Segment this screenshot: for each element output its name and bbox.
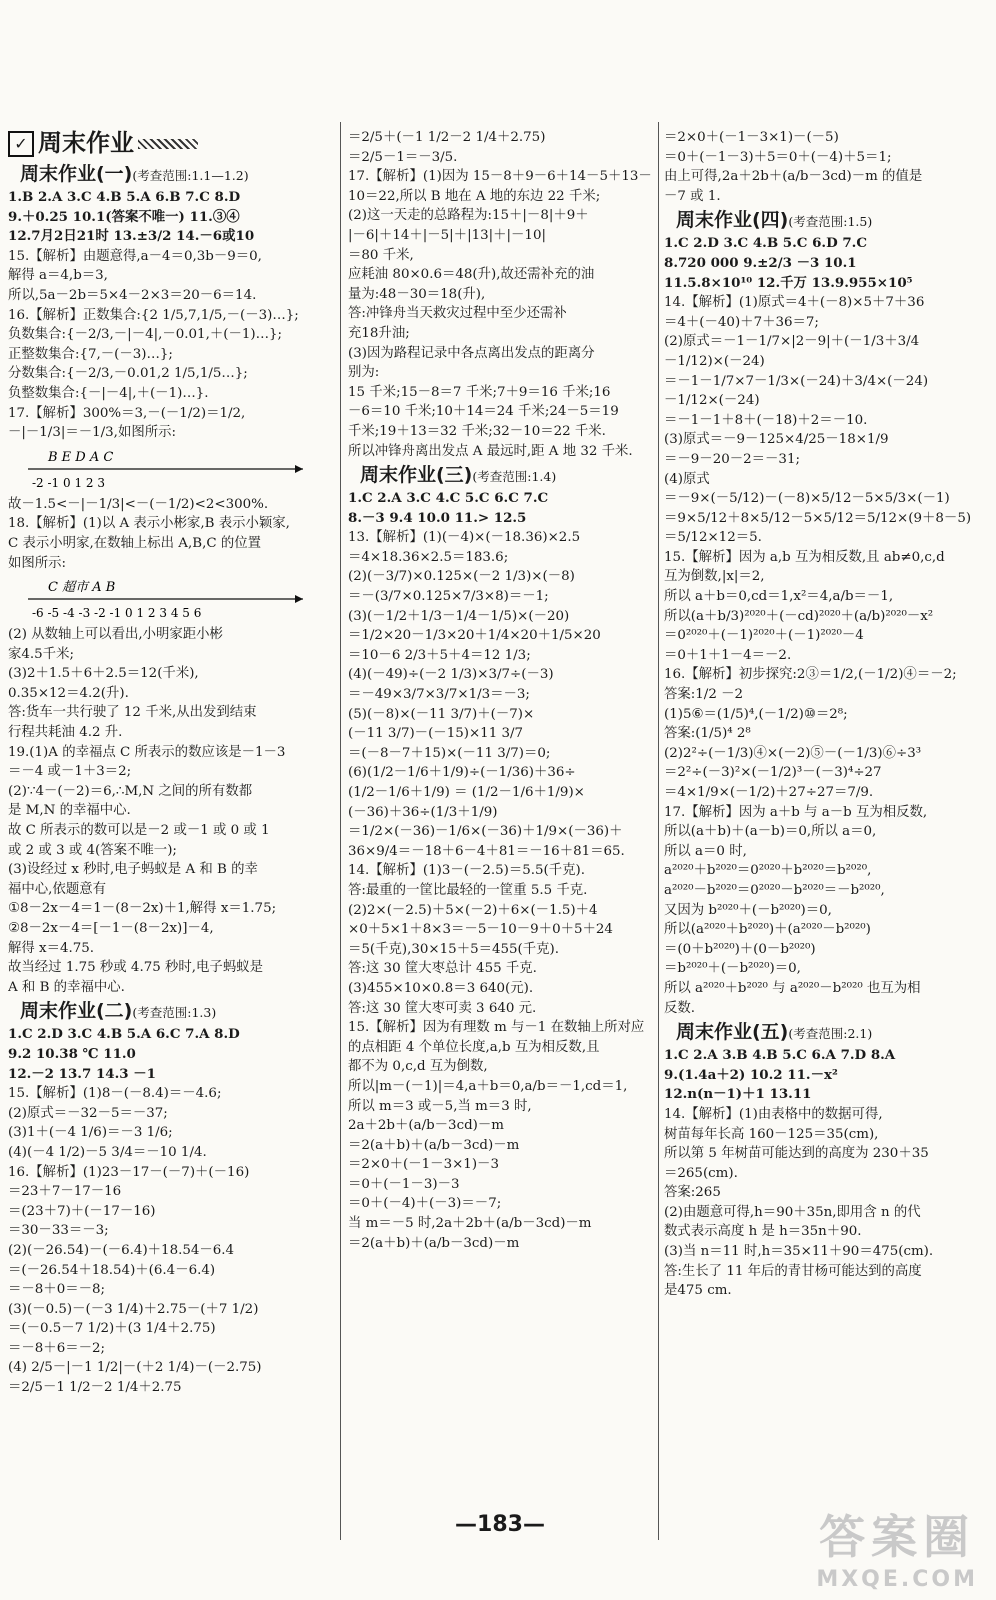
solution-line: 故当经过 1.75 秒或 4.75 秒时,电子蚂蚁是: [8, 960, 263, 976]
solution-line: (3)1＋(－4 1/6)＝－3 1/6;: [8, 1125, 173, 1141]
answer-key-line: 11.5.8×10¹⁰ 12.千万 13.9.955×10⁵: [664, 274, 913, 291]
solution-line: (2) 从数轴上可以看出,小明家距小彬: [8, 627, 223, 643]
solution-line: 答:这 30 筐大枣总计 455 千克.: [348, 961, 537, 977]
solution-line: ＝5/12×12＝5.: [664, 530, 762, 546]
solution-line: 15.【解析】因为有理数 m 与－1 在数轴上所对应: [348, 1020, 645, 1036]
number-line-ticks: -2 -1 0 1 2 3: [32, 475, 105, 490]
arrow-icon: [295, 595, 303, 603]
solution-line: (4)原式: [664, 471, 710, 487]
solution-line: 是475 cm.: [664, 1283, 732, 1299]
section-title: 周末作业(四): [676, 209, 789, 232]
column-middle: [348, 128, 656, 1253]
solution-line: ＝4×1/9×(－1/2)＋27÷27＝7/9.: [664, 785, 874, 800]
number-line-labels: B E D A C: [48, 449, 114, 465]
answer-key-line: 1.C 2.D 3.C 4.B 5.C 6.D 7.C: [664, 235, 867, 252]
solution-line: A 和 B 的幸福中心.: [8, 979, 125, 995]
solution-line: ＝4＋(－40)＋7＋36＝7;: [664, 314, 819, 330]
solution-line: 14.【解析】(1)由表格中的数据可得,: [664, 1106, 883, 1122]
solution-line: ＝30－33＝－3;: [8, 1223, 109, 1239]
solution-line: 千米;19＋13＝32 千米;32－10＝22 千米.: [348, 423, 606, 439]
solution-line: ＝1/2×20－1/3×20＋1/4×20＋1/5×20: [348, 628, 601, 644]
solution-line: ＝(－8－7＋15)×(－11 3/7)＝0;: [348, 745, 551, 761]
solution-line: 17.【解析】(1)因为 15－8＋9－6＋14－5＋13－: [348, 169, 652, 185]
section-range: (考查范围:1.1—1.2): [132, 168, 249, 183]
solution-line: 0.35×12＝4.2(升).: [8, 685, 129, 701]
solution-line: 应耗油 80×0.6＝48(升),故还需补充的油: [348, 267, 595, 283]
section-range: (考查范围:1.5): [788, 214, 873, 230]
answer-key-line: 1.C 2.D 3.C 4.B 5.A 6.C 7.A 8.D: [8, 1026, 240, 1043]
solution-line: 15.【解析】由题意得,a－4＝0,3b－9＝0,: [8, 248, 262, 264]
solution-line: 负数集合:{－2/3,－|－4|,－0.01,＋(－1)…};: [8, 327, 283, 343]
solution-line: 树苗每年长高 160－125＝35(cm),: [664, 1126, 879, 1142]
solution-line: (2)∵4－(－2)＝6,∴M,N 之间的所有数都: [8, 783, 253, 799]
solution-line: 答:冲锋舟当天救灾过程中至少还需补: [348, 306, 567, 322]
solution-line: ＝－(3/7×0.125×7/3×8)＝－1;: [348, 589, 549, 605]
solution-line: a²⁰²⁰－b²⁰²⁰＝0²⁰²⁰－b²⁰²⁰＝－b²⁰²⁰,: [664, 882, 885, 898]
solution-line: (4)(－49)÷(－2 1/3)×3/7÷(－3): [348, 667, 554, 683]
solution-line: －|－1/3|＝－1/3,如图所示:: [8, 425, 177, 441]
solution-line: 数式表示高度 h 是 h＝35n＋90.: [664, 1224, 862, 1240]
solution-line: 或 2 或 3 或 4(答案不唯一);: [8, 842, 177, 858]
answer-key-line: 8.－3 9.4 10.0 11.> 12.5: [348, 509, 527, 526]
answer-key-line: 12.n(n－1)＋1 13.11: [664, 1086, 812, 1103]
section-heading: [664, 1020, 990, 1046]
solution-line: 家4.5千米;: [8, 646, 74, 662]
solution-line: C 表示小明家,在数轴上标出 A,B,C 的位置: [8, 535, 262, 551]
solution-line: 14.【解析】(1)3－(－2.5)＝5.5(千克).: [348, 863, 586, 879]
solution-line: 所以(a²⁰²⁰＋b²⁰²⁰)＋(a²⁰²⁰－b²⁰²⁰): [664, 922, 871, 938]
solution-line: 量为:48－30＝18(升),: [348, 286, 486, 302]
solution-line: (1/2－1/6＋1/9) ＝ (1/2－1/6＋1/9)×: [348, 785, 585, 800]
solution-line: (2)(－3/7)×0.125×(－2 1/3)×(－8): [348, 569, 575, 585]
solution-line: 故 C 所表示的数可以是－2 或－1 或 0 或 1: [8, 823, 270, 839]
solution-line: 18.【解析】(1)以 A 表示小彬家,B 表示小颖家,: [8, 516, 290, 532]
solution-line: 负整数集合:{－|－4|,＋(－1)…}.: [8, 385, 209, 401]
solution-line: 所以 m＝3 或－5,当 m＝3 时,: [348, 1098, 532, 1114]
solution-line: (3)因为路程记录中各点离出发点的距离分: [348, 345, 595, 361]
solution-line: ＝23＋7－17－16: [8, 1184, 122, 1200]
solution-line: －1/12)×(－24): [664, 353, 765, 369]
solution-line: 分数集合:{－2/3,－0.01,2 1/5,1/5…};: [8, 366, 248, 382]
solution-line: 所以 a²⁰²⁰＋b²⁰²⁰ 与 a²⁰²⁰－b²⁰²⁰ 也互为相: [664, 980, 921, 996]
solution-line: 充18升油;: [348, 325, 410, 341]
solution-line: ＝0²⁰²⁰＋(－1)²⁰²⁰＋(－1)²⁰²⁰－4: [664, 628, 864, 644]
solution-line: 36×9/4＝－18＋6－4＋81＝－16＋81＝65.: [348, 843, 625, 859]
section-heading: [664, 208, 990, 234]
solution-line: (2)(－26.54)－(－6.4)＋18.54－6.4: [8, 1242, 235, 1258]
solution-line: 当 m＝－5 时,2a＋2b＋(a/b－3cd)－m: [348, 1216, 592, 1232]
watermark: [816, 1501, 978, 1592]
solution-line: (－36)＋36÷(1/3＋1/9): [348, 804, 498, 820]
solution-line: ＝2×0＋(－1－3×1)－3: [348, 1157, 499, 1173]
solution-line: 解得 x＝4.75.: [8, 940, 95, 956]
section-range: (考查范围:1.3): [132, 1005, 217, 1021]
solution-line: ＝－49×3/7×3/7×1/3＝－3;: [348, 687, 530, 703]
column-divider: [658, 122, 659, 1540]
solution-line: 所以第 5 年树苗可能达到的高度为 230＋35: [664, 1146, 929, 1162]
solution-line: (3)设经过 x 秒时,电子蚂蚁是 A 和 B 的幸: [8, 862, 258, 878]
title-hatch-bar: [138, 139, 198, 149]
solution-line: ＝2/5－1＝－3/5.: [348, 149, 458, 165]
number-line-ticks: -6 -5 -4 -3 -2 -1 0 1 2 3 4 5 6: [32, 606, 202, 621]
solution-line: 答:最重的一筐比最轻的一筐重 5.5 千克.: [348, 882, 588, 898]
solution-line: 答案:265: [664, 1185, 721, 1201]
answer-key-line: 1.C 2.A 3.C 4.C 5.C 6.C 7.C: [348, 490, 549, 507]
section-title: 周末作业(三): [360, 464, 473, 487]
solution-line: ＝0＋(－4)＋(－3)＝－7;: [348, 1196, 502, 1212]
solution-line: 反数.: [664, 1000, 696, 1016]
solution-line: 所以 a＋b＝0,cd＝1,x²＝4,a/b＝－1,: [664, 589, 894, 605]
solution-line: (3)(－1/2＋1/3－1/4－1/5)×(－20): [348, 608, 570, 624]
page-number: —183—: [455, 1512, 545, 1537]
solution-line: (2)原式＝－1－1/7×|2－9|＋(－1/3＋3/4: [664, 334, 920, 350]
solution-line: 故－1.5<－|－1/3|<－(－1/2)<2<300%.: [8, 496, 269, 512]
solution-line: 17.【解析】300%＝3,－(－1/2)＝1/2,: [8, 405, 246, 421]
solution-line: 13.【解析】(1)(－4)×(－18.36)×2.5: [348, 530, 581, 546]
solution-line: (4)(－4 1/2)－5 3/4＝－10 1/4.: [8, 1144, 207, 1160]
solution-line: ＝－9×(－5/12)－(－8)×5/12－5×5/3×(－1): [664, 491, 950, 507]
section-heading: [8, 162, 336, 188]
answer-key-line: 1.C 2.A 3.B 4.B 5.C 6.A 7.D 8.A: [664, 1047, 896, 1064]
solution-line: ＝80 千米,: [348, 247, 414, 263]
solution-line: 答:这 30 筐大枣可卖 3 640 元.: [348, 1000, 537, 1016]
solution-line: 2a＋2b＋(a/b－3cd)－m: [348, 1118, 504, 1134]
solution-line: (2)这一天走的总路程为:15＋|－8|＋9＋: [348, 208, 589, 224]
number-line-svg: [8, 577, 308, 621]
solution-line: ＝0＋(－1－3)－3: [348, 1176, 460, 1192]
watermark-logo: 答案圈: [819, 1510, 976, 1564]
solution-line: ＝2(a＋b)＋(a/b－3cd)－m: [348, 1137, 520, 1153]
solution-line: ＝－8＋6＝－2;: [8, 1340, 106, 1356]
solution-line: 16.【解析】初步探究:2③＝1/2,(－1/2)④＝－2;: [664, 667, 957, 683]
solution-line: ＝0＋(－1－3)＋5＝0＋(－4)＋5＝1;: [664, 149, 892, 165]
solution-line: 所以冲锋舟离出发点 A 最远时,距 A 地 32 千米.: [348, 443, 633, 459]
solution-line: ＝2(a＋b)＋(a/b－3cd)－m: [348, 1235, 520, 1251]
solution-line: ＝－9－20－2＝－31;: [664, 451, 800, 467]
solution-line: 16.【解析】(1)23－17－(－7)＋(－16): [8, 1164, 250, 1180]
section-heading: [348, 463, 656, 489]
solution-line: ＝(0＋b²⁰²⁰)＋(0－b²⁰²⁰): [664, 941, 816, 957]
solution-line: 都不为 0,c,d 互为倒数,: [348, 1059, 488, 1075]
number-line-figure: [8, 447, 336, 491]
solution-line: (3)2＋1.5＋6＋2.5＝12(千米),: [8, 666, 199, 682]
solution-line: ＝265(cm).: [664, 1165, 738, 1181]
solution-line: (3)原式＝－9－125×4/25－18×1/9: [664, 432, 889, 448]
section-title: 周末作业(五): [676, 1021, 789, 1044]
solution-line: －6＝10 千米;10＋14＝24 千米;24－5＝19: [348, 404, 619, 420]
solution-line: 如图所示:: [8, 555, 67, 571]
answer-key-line: 9.＋0.25 10.1(答案不唯一) 11.③④: [8, 208, 240, 225]
solution-line: 17.【解析】因为 a＋b 与 a－b 互为相反数,: [664, 804, 928, 820]
solution-line: 答案:(1/5)⁴ 2⁸: [664, 726, 751, 742]
solution-line: a²⁰²⁰＋b²⁰²⁰＝0²⁰²⁰＋b²⁰²⁰＝b²⁰²⁰,: [664, 863, 872, 879]
solution-line: ×0＋5×1＋8×3＝－5－10－9＋0＋5＋24: [348, 922, 613, 938]
solution-line: |－6|＋14＋|－5|＋|13|＋|－10|: [348, 227, 546, 243]
watermark-url: MXQE.COM: [816, 1567, 978, 1592]
column-divider: [340, 122, 341, 1540]
number-line-svg: [8, 447, 308, 491]
solution-line: (2)原式＝－32－5＝－37;: [8, 1105, 168, 1121]
solution-line: 19.(1)A 的幸福点 C 所表示的数应该是－1－3: [8, 744, 286, 760]
solution-line: 所以(a＋b)＋(a－b)＝0,所以 a＝0,: [664, 824, 877, 840]
answer-key-line: 9.2 10.38 ℃ 11.0: [8, 1045, 136, 1062]
checkbox-icon: ✓: [8, 131, 34, 157]
solution-line: ＝(－26.54＋18.54)＋(6.4－6.4): [8, 1262, 216, 1278]
section-heading: [8, 999, 336, 1025]
solution-line: (3)455×10×0.8＝3 640(元).: [348, 980, 534, 996]
section-range: (考查范围:2.1): [788, 1026, 873, 1042]
solution-line: 所以,5a－2b＝5×4－2×3＝20－6＝14.: [8, 287, 257, 303]
answer-key-line: 12.7月2日21时 13.±3/2 14.－6或10: [8, 228, 255, 245]
solution-line: (3)当 n＝11 时,h＝35×11＋90＝475(cm).: [664, 1244, 934, 1260]
column-title: [8, 128, 336, 160]
solution-line: 所以 a＝0 时,: [664, 843, 747, 859]
solution-line: ＝9×5/12＋8×5/12－5×5/12＝5/12×(9＋8－5): [664, 510, 972, 526]
solution-line: －1/12×(－24): [664, 393, 760, 409]
solution-line: 别为:: [348, 365, 380, 381]
solution-line: (4) 2/5－|－1 1/2|－(＋2 1/4)－(－2.75): [8, 1360, 262, 1376]
answer-key-line: 1.B 2.A 3.C 4.B 5.A 6.B 7.C 8.D: [8, 189, 241, 205]
solution-line: 14.【解析】(1)原式＝4＋(－8)×5＋7＋36: [664, 295, 925, 311]
solution-line: 15.【解析】(1)8－(－8.4)＝－4.6;: [8, 1086, 222, 1102]
solution-line: ＝1/2×(－36)－1/6×(－36)＋1/9×(－36)＋: [348, 824, 623, 840]
solution-line: ＝b²⁰²⁰＋(－b²⁰²⁰)＝0,: [664, 961, 801, 977]
solution-line: 所以(a＋b/3)²⁰²⁰＋(－cd)²⁰²⁰＋(a/b)²⁰²⁰－x²: [664, 608, 934, 624]
section-title: 周末作业(一): [20, 163, 133, 185]
solution-line: 又因为 b²⁰²⁰＋(－b²⁰²⁰)＝0,: [664, 902, 832, 918]
solution-line: (5)(－8)×(－11 3/7)＋(－7)×: [348, 706, 535, 722]
solution-line: 答:货车一共行驶了 12 千米,从出发到结束: [8, 705, 257, 721]
solution-line: 15 千米;15－8＝7 千米;7＋9＝16 千米;16: [348, 384, 611, 400]
solution-line: 正整数集合:{7,－(－3)…};: [8, 346, 173, 362]
solution-line: (2)由题意可得,h＝90＋35n,即用含 n 的代: [664, 1204, 921, 1220]
solution-line: (2)2²÷(－1/3)④×(－2)⑤－(－1/3)⑥÷3³: [664, 745, 922, 761]
column-title-text: 周末作业: [38, 129, 134, 158]
solution-line: ＝10－6 2/3＋5＋4＝12 1/3;: [348, 647, 531, 663]
solution-line: －7 或 1.: [664, 188, 721, 204]
solution-line: (6)(1/2－1/6＋1/9)÷(－1/36)＋36÷: [348, 765, 576, 781]
solution-line: ＝4×18.36×2.5＝183.6;: [348, 549, 509, 565]
solution-line: 16.【解析】正数集合:{2 1/5,7,1/5,－(－3)…};: [8, 307, 299, 323]
solution-line: ＝2×0＋(－1－3×1)－(－5): [664, 130, 839, 145]
solution-line: 解得 a＝4,b＝3,: [8, 268, 108, 284]
answer-key-line: 9.(1.4a＋2) 10.2 11.－x²: [664, 1066, 838, 1083]
solution-line: 互为倒数,|x|＝2,: [664, 569, 765, 585]
solution-line: 福中心,依题意有: [8, 881, 106, 897]
solution-line: 由上可得,2a＋2b＋(a/b－3cd)－m 的值是: [664, 169, 923, 185]
solution-line: (3)(－0.5)－(－3 1/4)＋2.75－(＋7 1/2): [8, 1301, 259, 1317]
arrow-icon: [295, 465, 303, 473]
solution-line: ＝－4 或－1＋3＝2;: [8, 764, 132, 780]
solution-line: ＝－1－1/7×7－1/3×(－24)＋3/4×(－24): [664, 373, 929, 389]
column-left: [8, 128, 336, 1398]
solution-line: 行程共耗油 4.2 升.: [8, 725, 123, 741]
answer-key-line: 12.－2 13.7 14.3 －1: [8, 1065, 156, 1082]
column-right: [664, 128, 990, 1301]
solution-line: ①8－2x－4＝1－(8－2x)＋1,解得 x＝1.75;: [8, 901, 277, 917]
number-line-labels: C 超市 A B: [48, 580, 116, 596]
solution-line: ＝(23＋7)＋(－17－16): [8, 1203, 156, 1219]
solution-line: ＝2²÷(－3)²×(－1/2)³－(－3)⁴÷27: [664, 765, 882, 781]
section-title: 周末作业(二): [20, 1000, 133, 1023]
solution-line: ＝(－0.5－7 1/2)＋(3 1/4＋2.75): [8, 1321, 216, 1337]
solution-line: ＝－8＋0＝－8;: [8, 1282, 106, 1298]
solution-line: ＝－1－1＋8＋(－18)＋2＝－10.: [664, 412, 868, 428]
solution-line: ＝5(千克),30×15＋5＝455(千克).: [348, 941, 560, 957]
solution-line: (－11 3/7)－(－15)×11 3/7: [348, 726, 524, 742]
solution-line: ②8－2x－4＝[－1－(8－2x)]－4,: [8, 921, 214, 936]
solution-line: 是 M,N 的幸福中心.: [8, 803, 131, 819]
solution-line: ＝2/5＋(－1 1/2－2 1/4＋2.75): [348, 130, 546, 145]
solution-line: 答案:1/2 －2: [664, 687, 744, 703]
solution-line: ＝2/5－1 1/2－2 1/4＋2.75: [8, 1380, 182, 1396]
solution-line: ＝0＋1＋1－4＝－2.: [664, 647, 792, 663]
solution-line: 的点相距 4 个单位长度,a,b 互为相反数,且: [348, 1039, 600, 1055]
solution-line: 所以|m－(－1)|＝4,a＋b＝0,a/b＝－1,cd＝1,: [348, 1078, 628, 1094]
solution-line: (1)5⑥＝(1/5)⁴,(－1/2)⑩＝2⁸;: [664, 706, 848, 722]
solution-line: 答:生长了 11 年后的青甘杨可能达到的高度: [664, 1263, 922, 1279]
solution-line: 10＝22,所以 B 地在 A 地的东边 22 千米;: [348, 188, 601, 204]
solution-line: (2)2×(－2.5)＋5×(－2)＋6×(－1.5)＋4: [348, 902, 598, 918]
number-line-figure: [8, 577, 336, 621]
solution-line: 15.【解析】因为 a,b 互为相反数,且 ab≠0,c,d: [664, 549, 945, 565]
section-range: (考查范围:1.4): [472, 469, 557, 485]
answer-key-line: 8.720 000 9.±2/3 －3 10.1: [664, 254, 857, 271]
